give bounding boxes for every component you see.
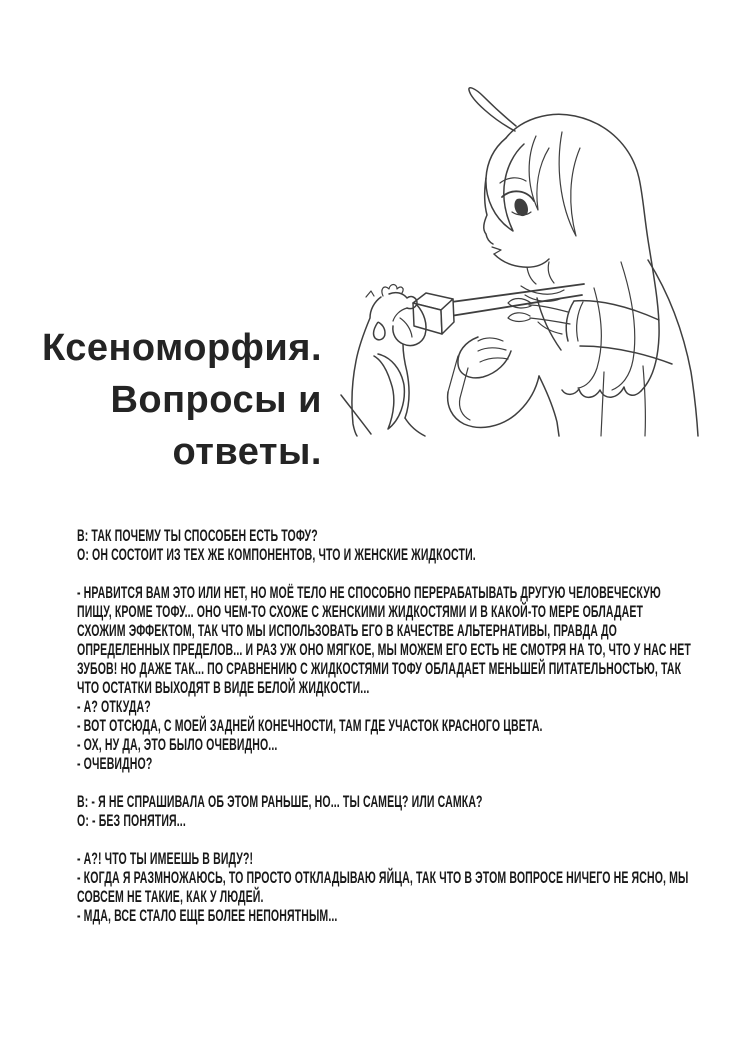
- cupped-hand: [458, 337, 511, 378]
- dialogue-line: [77, 830, 734, 849]
- fingers: [529, 305, 570, 334]
- stress-mark: [366, 291, 374, 297]
- creature-body-right: [403, 344, 409, 418]
- dialogue-line: - ОХ, НУ ДА, ЭТО БЫЛО ОЧЕВИДНО...: [77, 735, 278, 754]
- dialogue-line: - А? ОТКУДА?: [77, 697, 151, 716]
- fingertips: [508, 299, 531, 322]
- left-diagonal: [341, 395, 371, 434]
- dialogue-line: - КОГДА Я РАЗМНОЖАЮСЬ, ТО ПРОСТО ОТКЛАДЫВАЮ ЯЙЦА, ТАК ЧТО В ЭТОМ ВОПРОСЕ НИЧЕГО НЕ ЯСНО, МЫ: [77, 868, 689, 887]
- sweat-drop-icon: [374, 322, 385, 340]
- page-title: [10, 322, 322, 478]
- dialogue-line: - НРАВИТСЯ ВАМ ЭТО ИЛИ НЕТ, НО МОЁ ТЕЛО НЕ СПОСОБНО ПЕРЕРАБАТЫВАТЬ ДРУГУЮ ЧЕЛОВЕЧЕСКУЮ: [77, 583, 661, 602]
- title-line: ответы.: [172, 431, 322, 473]
- wing: [374, 354, 404, 429]
- dialogue-line: - ОЧЕВИДНО?: [77, 754, 153, 773]
- tail-line: [405, 418, 425, 436]
- dialogue-text: [77, 526, 734, 925]
- chin-jaw: [494, 254, 549, 267]
- dialogue-line: В: ТАК ПОЧЕМУ ТЫ СПОСОБЕН ЕСТЬ ТОФУ?: [77, 526, 318, 545]
- dialogue-line: - А?! ЧТО ТЫ ИМЕЕШЬ В ВИДУ?!: [77, 849, 254, 868]
- skirt-fold-1: [601, 372, 604, 436]
- dialogue-line: ОПРЕДЕЛЕННЫХ ПРЕДЕЛОВ... И РАЗ УЖ ОНО МЯГКОЕ, МЫ МОЖЕМ ЕГО ЕСТЬ НЕ СМОТРЯ НА ТО, ЧТО У НАС НЕТ: [77, 640, 691, 659]
- tongue: [400, 318, 412, 337]
- dialogue-line: [77, 773, 734, 792]
- ahoge: [469, 88, 516, 131]
- dialogue-line: ПИЩУ, КРОМЕ ТОФУ... ОНО ЧЕМ-ТО СХОЖЕ С ЖЕНСКИМИ ЖИДКОСТЯМИ И В КАКОЙ-ТО МЕРЕ ОБЛАДАЕТ: [77, 602, 644, 621]
- dialogue-line: В: - Я НЕ СПРАШИВАЛА ОБ ЭТОМ РАНЬШЕ, НО... ТЫ САМЕЦ? ИЛИ САМКА?: [77, 792, 483, 811]
- dialogue-line: О: ОН СОСТОИТ ИЗ ТЕХ ЖЕ КОМПОНЕНТОВ, ЧТО И ЖЕНСКИЕ ЖИДКОСТИ.: [77, 545, 476, 564]
- dialogue-line: СОВСЕМ НЕ ТАКИЕ, КАК У ЛЮДЕЙ.: [77, 887, 264, 906]
- tofu-cube: [413, 293, 454, 334]
- mouth: [492, 247, 501, 254]
- dialogue-line: [77, 564, 734, 583]
- skirt-fold-2: [643, 366, 645, 436]
- profile: [484, 178, 493, 244]
- right-arm: [508, 299, 672, 365]
- girl-face: [484, 178, 549, 267]
- dialogue-line: - ВОТ ОТСЮДА, С МОЕЙ ЗАДНЕЙ КОНЕЧНОСТИ, ТАМ ГДЕ УЧАСТОК КРАСНОГО ЦВЕТА.: [77, 716, 543, 735]
- girl-figure: [413, 88, 698, 436]
- dialogue-line: ЧТО ОСТАТКИ ВЫХОДЯТ В ВИДЕ БЕЛОЙ ЖИДКОСТИ...: [77, 678, 370, 697]
- title-line: Ксеноморфия.: [42, 327, 322, 369]
- sleeve-cuff-right: [566, 301, 574, 341]
- left-sleeve: [448, 356, 559, 436]
- girl-hair: [486, 114, 659, 397]
- creature-figure: [341, 285, 426, 437]
- dialogue-line: - МДА, ВСЕ СТАЛО ЕЩЕ БОЛЕЕ НЕПОНЯТНЫМ...: [77, 906, 338, 925]
- eye-pupil: [514, 199, 528, 216]
- dialogue-line: О: - БЕЗ ПОНЯТИЯ...: [77, 811, 186, 830]
- title-line: Вопросы и: [110, 379, 322, 421]
- dialogue-line: СХОЖИМ ЭФФЕКТОМ, ТАК ЧТО МЫ ИСПОЛЬЗОВАТЬ ЕГО В КАЧЕСТВЕ АЛЬТЕРНАТИВЫ, ПРАВДА ДО: [77, 621, 617, 640]
- dialogue-line: ЗУБОВ! НО ДАЖЕ ТАК... ПО СРАВНЕНИЮ С ЖИДКОСТЯМИ ТОФУ ОБЛАДАЕТ МЕНЬШЕЙ ПИТАТЕЛЬНОСТЬЮ, ТАК: [77, 659, 682, 678]
- head-tuft: [382, 285, 403, 297]
